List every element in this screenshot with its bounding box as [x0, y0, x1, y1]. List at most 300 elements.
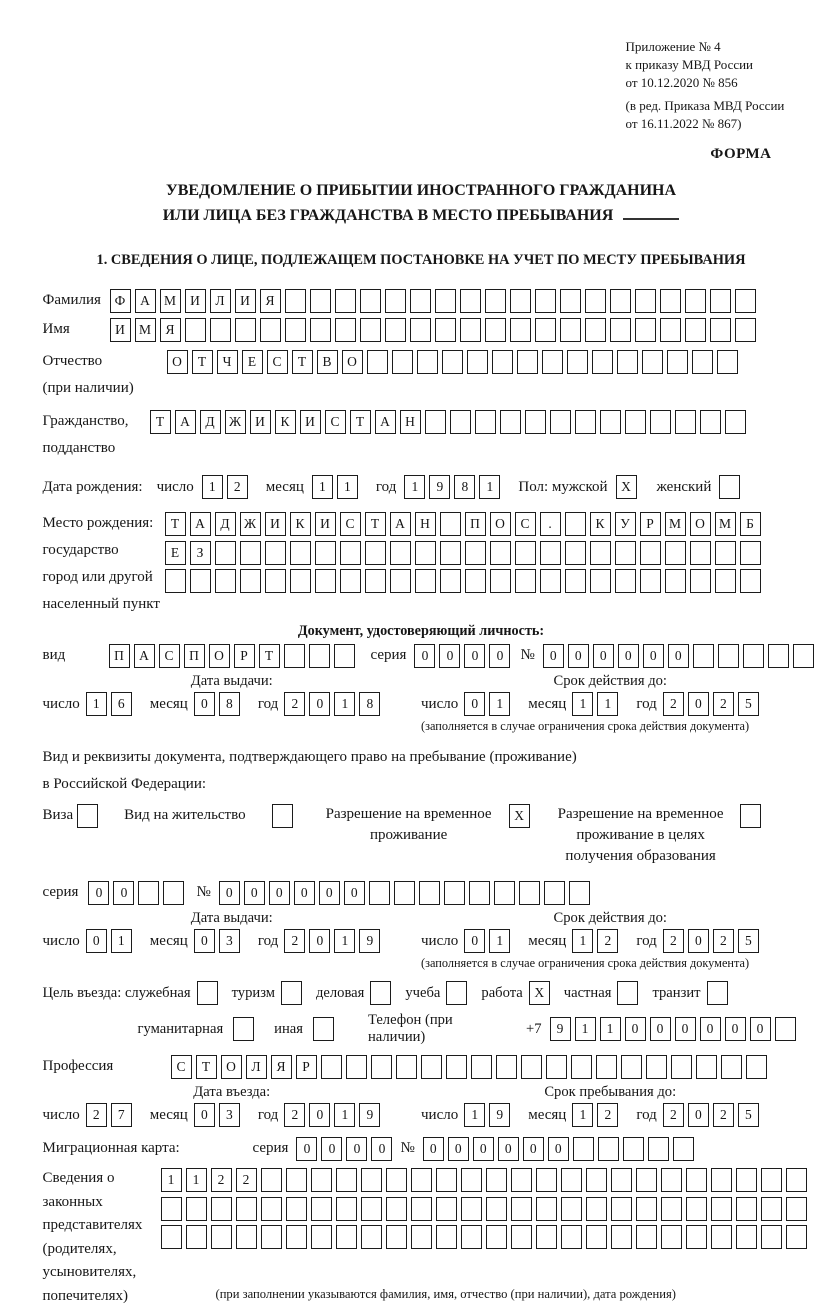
form-cell[interactable]: [161, 1197, 182, 1221]
form-cell[interactable]: [265, 569, 286, 593]
form-cell[interactable]: [590, 541, 611, 565]
form-cell[interactable]: А: [375, 410, 396, 434]
form-cell[interactable]: Я: [160, 318, 181, 342]
form-cell[interactable]: Т: [192, 350, 213, 374]
form-cell[interactable]: 8: [359, 692, 380, 716]
form-cell[interactable]: [272, 804, 293, 828]
form-cell[interactable]: 0: [294, 881, 315, 905]
form-cell[interactable]: 7: [111, 1103, 132, 1127]
form-cell[interactable]: 1: [86, 692, 107, 716]
form-cell[interactable]: [261, 1168, 282, 1192]
form-cell[interactable]: 2: [284, 1103, 305, 1127]
form-cell[interactable]: Р: [234, 644, 255, 668]
form-cell[interactable]: [640, 569, 661, 593]
form-cell[interactable]: 8: [219, 692, 240, 716]
form-cell[interactable]: 0: [464, 929, 485, 953]
form-cell[interactable]: [565, 512, 586, 536]
form-cell[interactable]: [650, 410, 671, 434]
form-cell[interactable]: X: [529, 981, 550, 1005]
form-cell[interactable]: [240, 541, 261, 565]
form-cell[interactable]: 0: [523, 1137, 544, 1161]
form-cell[interactable]: 2: [211, 1168, 232, 1192]
form-cell[interactable]: [346, 1055, 367, 1079]
form-cell[interactable]: 3: [219, 1103, 240, 1127]
form-cell[interactable]: Ф: [110, 289, 131, 313]
form-cell[interactable]: [421, 1055, 442, 1079]
form-cell[interactable]: 0: [464, 644, 485, 668]
form-cell[interactable]: [340, 569, 361, 593]
form-cell[interactable]: 0: [650, 1017, 671, 1041]
form-cell[interactable]: А: [135, 289, 156, 313]
form-cell[interactable]: [236, 1197, 257, 1221]
form-cell[interactable]: [460, 318, 481, 342]
form-cell[interactable]: [561, 1197, 582, 1221]
form-cell[interactable]: 9: [359, 929, 380, 953]
form-cell[interactable]: [336, 1225, 357, 1249]
form-cell[interactable]: [369, 881, 390, 905]
form-cell[interactable]: С: [325, 410, 346, 434]
form-cell[interactable]: С: [267, 350, 288, 374]
form-cell[interactable]: 1: [202, 475, 223, 499]
form-cell[interactable]: [190, 569, 211, 593]
form-cell[interactable]: [623, 1137, 644, 1161]
form-cell[interactable]: [235, 318, 256, 342]
form-cell[interactable]: 1: [489, 692, 510, 716]
form-cell[interactable]: [485, 289, 506, 313]
form-cell[interactable]: [640, 541, 661, 565]
form-cell[interactable]: [542, 350, 563, 374]
form-cell[interactable]: [211, 1225, 232, 1249]
form-cell[interactable]: [575, 410, 596, 434]
form-cell[interactable]: Л: [246, 1055, 267, 1079]
form-cell[interactable]: И: [300, 410, 321, 434]
form-cell[interactable]: 0: [194, 1103, 215, 1127]
form-cell[interactable]: Т: [292, 350, 313, 374]
form-cell[interactable]: 0: [423, 1137, 444, 1161]
form-cell[interactable]: [163, 881, 184, 905]
form-cell[interactable]: [718, 644, 739, 668]
form-cell[interactable]: 2: [284, 692, 305, 716]
form-cell[interactable]: Ж: [240, 512, 261, 536]
form-cell[interactable]: 0: [194, 929, 215, 953]
form-cell[interactable]: [361, 1168, 382, 1192]
form-cell[interactable]: [740, 569, 761, 593]
form-cell[interactable]: 0: [448, 1137, 469, 1161]
form-cell[interactable]: [367, 350, 388, 374]
form-cell[interactable]: [592, 350, 613, 374]
form-cell[interactable]: 2: [597, 929, 618, 953]
form-cell[interactable]: 9: [550, 1017, 571, 1041]
form-cell[interactable]: О: [342, 350, 363, 374]
form-cell[interactable]: 1: [337, 475, 358, 499]
form-cell[interactable]: 2: [86, 1103, 107, 1127]
form-cell[interactable]: [284, 644, 305, 668]
form-cell[interactable]: [635, 289, 656, 313]
form-cell[interactable]: [490, 541, 511, 565]
form-cell[interactable]: И: [315, 512, 336, 536]
form-cell[interactable]: [617, 350, 638, 374]
form-cell[interactable]: А: [190, 512, 211, 536]
form-cell[interactable]: Т: [350, 410, 371, 434]
form-cell[interactable]: [675, 410, 696, 434]
form-cell[interactable]: [586, 1225, 607, 1249]
form-cell[interactable]: [396, 1055, 417, 1079]
form-cell[interactable]: [260, 318, 281, 342]
form-cell[interactable]: [700, 410, 721, 434]
form-cell[interactable]: 5: [738, 692, 759, 716]
form-cell[interactable]: Т: [150, 410, 171, 434]
form-cell[interactable]: .: [540, 512, 561, 536]
form-cell[interactable]: [281, 981, 302, 1005]
form-cell[interactable]: 0: [473, 1137, 494, 1161]
form-cell[interactable]: [419, 881, 440, 905]
form-cell[interactable]: 0: [548, 1137, 569, 1161]
form-cell[interactable]: С: [340, 512, 361, 536]
form-cell[interactable]: 0: [244, 881, 265, 905]
form-cell[interactable]: [710, 318, 731, 342]
form-cell[interactable]: П: [109, 644, 130, 668]
form-cell[interactable]: [469, 881, 490, 905]
form-cell[interactable]: [315, 541, 336, 565]
form-cell[interactable]: [686, 1225, 707, 1249]
form-cell[interactable]: [485, 318, 506, 342]
form-cell[interactable]: [446, 981, 467, 1005]
form-cell[interactable]: 2: [663, 1103, 684, 1127]
form-cell[interactable]: П: [184, 644, 205, 668]
form-cell[interactable]: 2: [713, 929, 734, 953]
form-cell[interactable]: [461, 1225, 482, 1249]
form-cell[interactable]: [610, 289, 631, 313]
form-cell[interactable]: 2: [597, 1103, 618, 1127]
form-cell[interactable]: [361, 1197, 382, 1221]
form-cell[interactable]: [660, 289, 681, 313]
form-cell[interactable]: [165, 569, 186, 593]
form-cell[interactable]: 1: [575, 1017, 596, 1041]
form-cell[interactable]: [515, 569, 536, 593]
form-cell[interactable]: 1: [464, 1103, 485, 1127]
form-cell[interactable]: [360, 289, 381, 313]
form-cell[interactable]: [667, 350, 688, 374]
form-cell[interactable]: [390, 541, 411, 565]
form-cell[interactable]: [721, 1055, 742, 1079]
form-cell[interactable]: [486, 1225, 507, 1249]
form-cell[interactable]: [475, 410, 496, 434]
form-cell[interactable]: [415, 569, 436, 593]
form-cell[interactable]: Я: [271, 1055, 292, 1079]
form-cell[interactable]: 2: [713, 692, 734, 716]
form-cell[interactable]: [435, 318, 456, 342]
form-cell[interactable]: [210, 318, 231, 342]
form-cell[interactable]: [336, 1197, 357, 1221]
form-cell[interactable]: 9: [359, 1103, 380, 1127]
form-cell[interactable]: [536, 1197, 557, 1221]
form-cell[interactable]: С: [159, 644, 180, 668]
form-cell[interactable]: М: [665, 512, 686, 536]
form-cell[interactable]: [265, 541, 286, 565]
form-cell[interactable]: [611, 1225, 632, 1249]
form-cell[interactable]: 0: [750, 1017, 771, 1041]
form-cell[interactable]: [596, 1055, 617, 1079]
form-cell[interactable]: 2: [227, 475, 248, 499]
form-cell[interactable]: [285, 289, 306, 313]
form-cell[interactable]: [417, 350, 438, 374]
form-cell[interactable]: 0: [346, 1137, 367, 1161]
form-cell[interactable]: Т: [365, 512, 386, 536]
form-cell[interactable]: 1: [312, 475, 333, 499]
form-cell[interactable]: 0: [568, 644, 589, 668]
form-cell[interactable]: [573, 1137, 594, 1161]
form-cell[interactable]: [561, 1225, 582, 1249]
form-cell[interactable]: 0: [219, 881, 240, 905]
form-cell[interactable]: [648, 1137, 669, 1161]
form-cell[interactable]: 1: [572, 692, 593, 716]
form-cell[interactable]: [636, 1197, 657, 1221]
form-cell[interactable]: [725, 410, 746, 434]
form-cell[interactable]: 2: [663, 692, 684, 716]
form-cell[interactable]: [336, 1168, 357, 1192]
form-cell[interactable]: [315, 569, 336, 593]
form-cell[interactable]: [436, 1225, 457, 1249]
form-cell[interactable]: [340, 541, 361, 565]
form-cell[interactable]: Д: [200, 410, 221, 434]
form-cell[interactable]: А: [134, 644, 155, 668]
form-cell[interactable]: [410, 289, 431, 313]
form-cell[interactable]: 2: [713, 1103, 734, 1127]
form-cell[interactable]: Ч: [217, 350, 238, 374]
form-cell[interactable]: У: [615, 512, 636, 536]
form-cell[interactable]: 0: [321, 1137, 342, 1161]
form-cell[interactable]: 1: [334, 1103, 355, 1127]
form-cell[interactable]: [411, 1168, 432, 1192]
form-cell[interactable]: [450, 410, 471, 434]
form-cell[interactable]: [686, 1168, 707, 1192]
form-cell[interactable]: 0: [344, 881, 365, 905]
form-cell[interactable]: [540, 569, 561, 593]
form-cell[interactable]: [536, 1168, 557, 1192]
form-cell[interactable]: [440, 512, 461, 536]
form-cell[interactable]: Д: [215, 512, 236, 536]
form-cell[interactable]: Т: [259, 644, 280, 668]
form-cell[interactable]: [215, 569, 236, 593]
form-cell[interactable]: 0: [194, 692, 215, 716]
form-cell[interactable]: [77, 804, 98, 828]
form-cell[interactable]: И: [110, 318, 131, 342]
form-cell[interactable]: 1: [186, 1168, 207, 1192]
form-cell[interactable]: [761, 1225, 782, 1249]
form-cell[interactable]: [610, 318, 631, 342]
form-cell[interactable]: [775, 1017, 796, 1041]
form-cell[interactable]: [635, 318, 656, 342]
form-cell[interactable]: [486, 1168, 507, 1192]
form-cell[interactable]: [446, 1055, 467, 1079]
form-cell[interactable]: К: [290, 512, 311, 536]
form-cell[interactable]: [385, 289, 406, 313]
form-cell[interactable]: [560, 289, 581, 313]
form-cell[interactable]: [185, 318, 206, 342]
form-cell[interactable]: [500, 410, 521, 434]
form-cell[interactable]: [286, 1225, 307, 1249]
form-cell[interactable]: [444, 881, 465, 905]
form-cell[interactable]: Т: [196, 1055, 217, 1079]
form-cell[interactable]: [415, 541, 436, 565]
form-cell[interactable]: [211, 1197, 232, 1221]
form-cell[interactable]: [261, 1225, 282, 1249]
form-cell[interactable]: [686, 1197, 707, 1221]
form-cell[interactable]: [465, 569, 486, 593]
form-cell[interactable]: [233, 1017, 254, 1041]
form-cell[interactable]: [585, 318, 606, 342]
form-cell[interactable]: Т: [165, 512, 186, 536]
form-cell[interactable]: 0: [700, 1017, 721, 1041]
form-cell[interactable]: [435, 289, 456, 313]
form-cell[interactable]: И: [250, 410, 271, 434]
form-cell[interactable]: [598, 1137, 619, 1161]
form-cell[interactable]: [511, 1225, 532, 1249]
form-cell[interactable]: [707, 981, 728, 1005]
form-cell[interactable]: [471, 1055, 492, 1079]
form-cell[interactable]: [494, 881, 515, 905]
form-cell[interactable]: О: [167, 350, 188, 374]
form-cell[interactable]: [311, 1168, 332, 1192]
form-cell[interactable]: [161, 1225, 182, 1249]
form-cell[interactable]: [425, 410, 446, 434]
form-cell[interactable]: Е: [242, 350, 263, 374]
form-cell[interactable]: 1: [111, 929, 132, 953]
form-cell[interactable]: [261, 1197, 282, 1221]
form-cell[interactable]: [536, 1225, 557, 1249]
form-cell[interactable]: [411, 1225, 432, 1249]
form-cell[interactable]: 9: [429, 475, 450, 499]
form-cell[interactable]: [611, 1197, 632, 1221]
form-cell[interactable]: [768, 644, 789, 668]
form-cell[interactable]: [515, 541, 536, 565]
form-cell[interactable]: [673, 1137, 694, 1161]
form-cell[interactable]: 0: [414, 644, 435, 668]
form-cell[interactable]: [390, 569, 411, 593]
form-cell[interactable]: И: [185, 289, 206, 313]
form-cell[interactable]: [715, 541, 736, 565]
form-cell[interactable]: О: [490, 512, 511, 536]
form-cell[interactable]: [793, 644, 814, 668]
form-cell[interactable]: 2: [236, 1168, 257, 1192]
form-cell[interactable]: [786, 1197, 807, 1221]
form-cell[interactable]: [186, 1197, 207, 1221]
form-cell[interactable]: [690, 569, 711, 593]
form-cell[interactable]: 0: [269, 881, 290, 905]
form-cell[interactable]: [586, 1197, 607, 1221]
form-cell[interactable]: 0: [86, 929, 107, 953]
form-cell[interactable]: X: [509, 804, 530, 828]
form-cell[interactable]: 1: [479, 475, 500, 499]
form-cell[interactable]: П: [465, 512, 486, 536]
form-cell[interactable]: [335, 289, 356, 313]
form-cell[interactable]: Р: [296, 1055, 317, 1079]
form-cell[interactable]: [386, 1197, 407, 1221]
form-cell[interactable]: [236, 1225, 257, 1249]
form-cell[interactable]: [310, 318, 331, 342]
form-cell[interactable]: Ж: [225, 410, 246, 434]
form-cell[interactable]: Е: [165, 541, 186, 565]
form-cell[interactable]: [321, 1055, 342, 1079]
form-cell[interactable]: 0: [625, 1017, 646, 1041]
form-cell[interactable]: 0: [439, 644, 460, 668]
form-cell[interactable]: [286, 1197, 307, 1221]
form-cell[interactable]: Б: [740, 512, 761, 536]
form-cell[interactable]: 0: [688, 929, 709, 953]
form-cell[interactable]: 0: [88, 881, 109, 905]
form-cell[interactable]: [761, 1168, 782, 1192]
form-cell[interactable]: [715, 569, 736, 593]
form-cell[interactable]: [611, 1168, 632, 1192]
form-cell[interactable]: [735, 289, 756, 313]
form-cell[interactable]: [370, 981, 391, 1005]
form-cell[interactable]: 0: [371, 1137, 392, 1161]
form-cell[interactable]: [311, 1225, 332, 1249]
form-cell[interactable]: [411, 1197, 432, 1221]
form-cell[interactable]: 0: [296, 1137, 317, 1161]
form-cell[interactable]: [467, 350, 488, 374]
form-cell[interactable]: [392, 350, 413, 374]
form-cell[interactable]: [309, 644, 330, 668]
form-cell[interactable]: З: [190, 541, 211, 565]
form-cell[interactable]: [560, 318, 581, 342]
form-cell[interactable]: Н: [400, 410, 421, 434]
form-cell[interactable]: [736, 1168, 757, 1192]
form-cell[interactable]: 1: [572, 929, 593, 953]
form-cell[interactable]: Р: [640, 512, 661, 536]
form-cell[interactable]: [525, 410, 546, 434]
form-cell[interactable]: [567, 350, 588, 374]
form-cell[interactable]: И: [235, 289, 256, 313]
form-cell[interactable]: [621, 1055, 642, 1079]
form-cell[interactable]: М: [135, 318, 156, 342]
form-cell[interactable]: [510, 318, 531, 342]
form-cell[interactable]: Я: [260, 289, 281, 313]
form-cell[interactable]: М: [715, 512, 736, 536]
form-cell[interactable]: [519, 881, 540, 905]
form-cell[interactable]: [636, 1168, 657, 1192]
form-cell[interactable]: [661, 1197, 682, 1221]
form-cell[interactable]: [625, 410, 646, 434]
form-cell[interactable]: [735, 318, 756, 342]
form-cell[interactable]: [736, 1225, 757, 1249]
form-cell[interactable]: О: [221, 1055, 242, 1079]
form-cell[interactable]: 9: [489, 1103, 510, 1127]
form-cell[interactable]: [365, 569, 386, 593]
form-cell[interactable]: [660, 318, 681, 342]
form-cell[interactable]: [521, 1055, 542, 1079]
form-cell[interactable]: 1: [597, 692, 618, 716]
form-cell[interactable]: [186, 1225, 207, 1249]
form-cell[interactable]: [286, 1168, 307, 1192]
form-cell[interactable]: 5: [738, 1103, 759, 1127]
form-cell[interactable]: 1: [161, 1168, 182, 1192]
form-cell[interactable]: [436, 1168, 457, 1192]
form-cell[interactable]: 3: [219, 929, 240, 953]
form-cell[interactable]: 1: [334, 929, 355, 953]
form-cell[interactable]: [335, 318, 356, 342]
form-cell[interactable]: 1: [334, 692, 355, 716]
form-cell[interactable]: [740, 804, 761, 828]
form-cell[interactable]: [671, 1055, 692, 1079]
form-cell[interactable]: [410, 318, 431, 342]
form-cell[interactable]: [569, 881, 590, 905]
form-cell[interactable]: 0: [309, 692, 330, 716]
form-cell[interactable]: [540, 541, 561, 565]
form-cell[interactable]: М: [160, 289, 181, 313]
form-cell[interactable]: [517, 350, 538, 374]
form-cell[interactable]: 1: [404, 475, 425, 499]
